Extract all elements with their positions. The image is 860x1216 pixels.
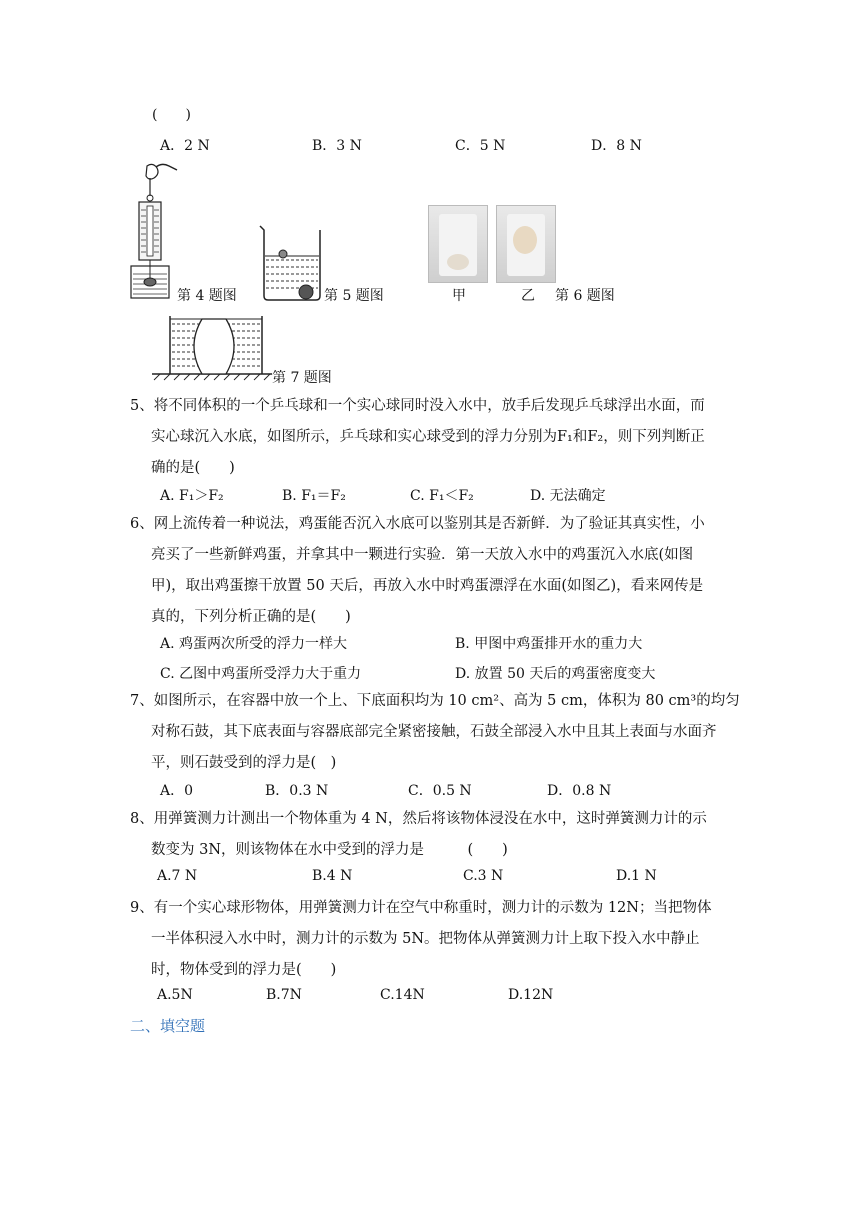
figure-6-photo-b xyxy=(496,205,556,283)
question-9-line-3: 时，物体受到的浮力是( ) xyxy=(151,962,337,978)
question-5-line-2: 实心球沉入水底，如图所示，乒乓球和实心球受到的浮力分别为F₁和F₂，则下列判断正 xyxy=(151,429,705,445)
figure-4-caption: 第 4 题图 xyxy=(177,288,237,304)
figure-6-caption: 第 6 题图 xyxy=(555,288,615,304)
question-7-line-3: 平，则石鼓受到的浮力是( ) xyxy=(151,755,337,771)
option-d: D.12N xyxy=(508,987,554,1003)
option-c: C．0.5 N xyxy=(408,783,472,799)
option-a: A.5N xyxy=(157,987,193,1003)
question-7-line-2: 对称石鼓，其下底表面与容器底部完全紧密接触，石鼓全部浸入水中且其上表面与水面齐 xyxy=(151,724,717,740)
option-d: D. 放置 50 天后的鸡蛋密度变大 xyxy=(455,666,656,682)
option-b: B.4 N xyxy=(312,868,353,884)
question-8-line-2: 数变为 3N，则该物体在水中受到的浮力是 ( ) xyxy=(151,842,508,858)
figure-5-caption: 第 5 题图 xyxy=(324,288,384,304)
option-d: D. 无法确定 xyxy=(530,488,606,504)
option-a: A. F₁＞F₂ xyxy=(160,488,224,504)
question-8-line-1: 8、用弹簧测力计测出一个物体重为 4 N，然后将该物体浸没在水中，这时弹簧测力计的示 xyxy=(130,811,707,827)
question-6-line-1: 6、网上流传着一种说法，鸡蛋能否沉入水底可以鉴别其是否新鲜．为了验证其真实性，小 xyxy=(130,516,705,532)
option-c: C．5 N xyxy=(455,138,506,154)
question-9-line-2: 一半体积浸入水中时，测力计的示数为 5N。把物体从弹簧测力计上取下投入水中静止 xyxy=(151,931,700,947)
question-9-line-1: 9、有一个实心球形物体，用弹簧测力计在空气中称重时，测力计的示数为 12N；当把物体 xyxy=(130,900,712,916)
figure-6-label-a: 甲 xyxy=(452,288,466,304)
option-d: D．0.8 N xyxy=(547,783,612,799)
option-b: B．3 N xyxy=(312,138,362,154)
figure-6-label-b: 乙 xyxy=(521,288,535,304)
figure-6-photo-a xyxy=(428,205,488,283)
figure-5-beaker xyxy=(258,222,326,302)
option-c: C. 乙图中鸡蛋所受浮力大于重力 xyxy=(160,666,362,682)
option-a: A．0 xyxy=(160,783,194,799)
question-5-line-3: 确的是( ) xyxy=(151,460,235,476)
question-6-line-3: 甲)，取出鸡蛋擦干放置 50 天后，再放入水中时鸡蛋漂浮在水面(如图乙)，看来网传是 xyxy=(151,578,704,594)
figure-7-caption: 第 7 题图 xyxy=(272,370,332,386)
option-a: A. 鸡蛋两次所受的浮力一样大 xyxy=(160,636,348,652)
question-6-line-4: 真的，下列分析正确的是( ) xyxy=(151,609,351,625)
option-d: D．8 N xyxy=(591,138,642,154)
figure-7-container xyxy=(150,312,274,382)
question-6-line-2: 亮买了一些新鲜鸡蛋，并拿其中一颗进行实验．第一天放入水中的鸡蛋沉入水底(如图 xyxy=(151,547,694,563)
option-c: C.3 N xyxy=(463,868,504,884)
question-9 xyxy=(130,893,730,986)
option-a: A．2 N xyxy=(160,138,210,154)
figure-4-spring-scale xyxy=(125,160,185,305)
question-paren: ( ) xyxy=(152,107,191,123)
option-c: C.14N xyxy=(380,987,425,1003)
question-8 xyxy=(130,804,730,866)
question-7 xyxy=(130,686,740,779)
option-a: A.7 N xyxy=(157,868,198,884)
question-7-line-1: 7、如图所示，在容器中放一个上、下底面积均为 10 cm²、高为 5 cm，体积为 80 cm³的均匀 xyxy=(130,693,740,709)
option-c: C. F₁＜F₂ xyxy=(410,488,474,504)
option-b: B．0.3 N xyxy=(265,783,329,799)
option-d: D.1 N xyxy=(616,868,657,884)
option-b: B. F₁＝F₂ xyxy=(282,488,346,504)
option-b: B. 甲图中鸡蛋排开水的重力大 xyxy=(455,636,643,652)
question-6 xyxy=(130,509,730,633)
section-title-fill-in: 二、填空题 xyxy=(130,1017,206,1035)
question-5 xyxy=(130,391,730,484)
question-5-line-1: 5、将不同体积的一个乒乓球和一个实心球同时没入水中，放手后发现乒乓球浮出水面，而 xyxy=(130,398,705,414)
option-b: B.7N xyxy=(266,987,302,1003)
